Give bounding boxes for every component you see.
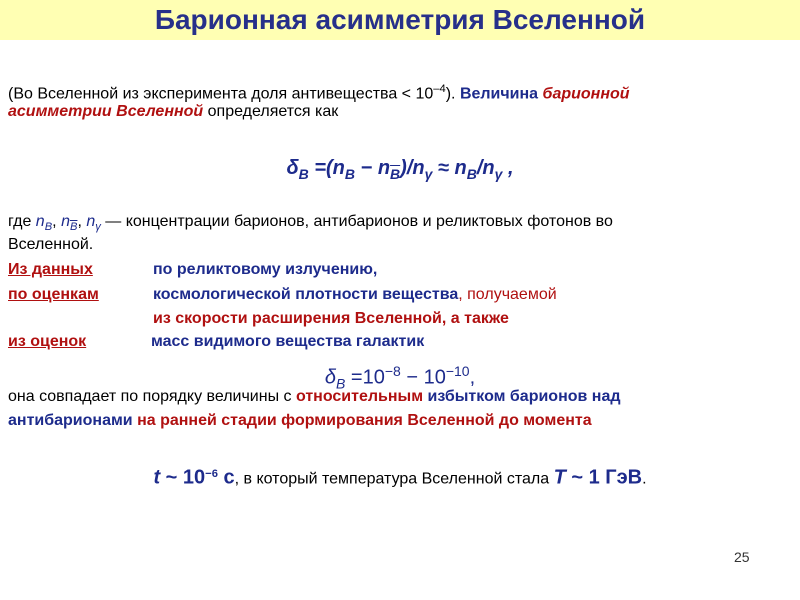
final-statement: t ~ $10^{-6}$ с, в который температура Вселенной стала T ~ 1 ГэВ.: [153, 466, 647, 489]
intro-line-1: (Во Вселенной из эксперимента доля антивещества < $10^{-4}$). Величина барионной: [8, 83, 630, 103]
conclusion-line-1: она совпадает по порядку величины с относительным избытком барионов над: [8, 388, 621, 405]
source-1-text: по реликтовому излучению,: [153, 261, 378, 278]
page-title: Барионная асимметрия Вселенной: [154, 4, 646, 35]
definition-line-2: Вселенной.: [8, 236, 94, 253]
source-1-label: Из данных: [8, 261, 93, 278]
formula-delta-b: $\delta_B =(n_B - n_{\overline{B}})/n_\gamma \approx n_B/n_\gamma$ ,: [286, 157, 514, 182]
conclusion-line-2: антибарионами на ранней стадии формирования Вселенной до момента: [8, 412, 592, 429]
definition-line-1: где $n_B$, $n_{\overline{B}}$, $n_\gamma$ — концентрации барионов, антибарионов и реликтовых фотонов во: [8, 213, 613, 234]
page-number: 25: [734, 549, 750, 565]
source-4-text: масс видимого вещества галактик: [151, 333, 425, 350]
source-2-label: по оценкам: [8, 286, 99, 303]
formula-delta-b-value: $\delta_B =10^{-8} - 10^{-10}$,: [324, 363, 476, 392]
source-2-text: космологической плотности вещества, получаемой: [153, 286, 557, 303]
source-4-label: из оценок: [8, 333, 87, 350]
source-3-text: из скорости расширения Вселенной, а также: [153, 310, 509, 327]
intro-line-2: асимметрии Вселенной определяется как: [8, 103, 339, 120]
